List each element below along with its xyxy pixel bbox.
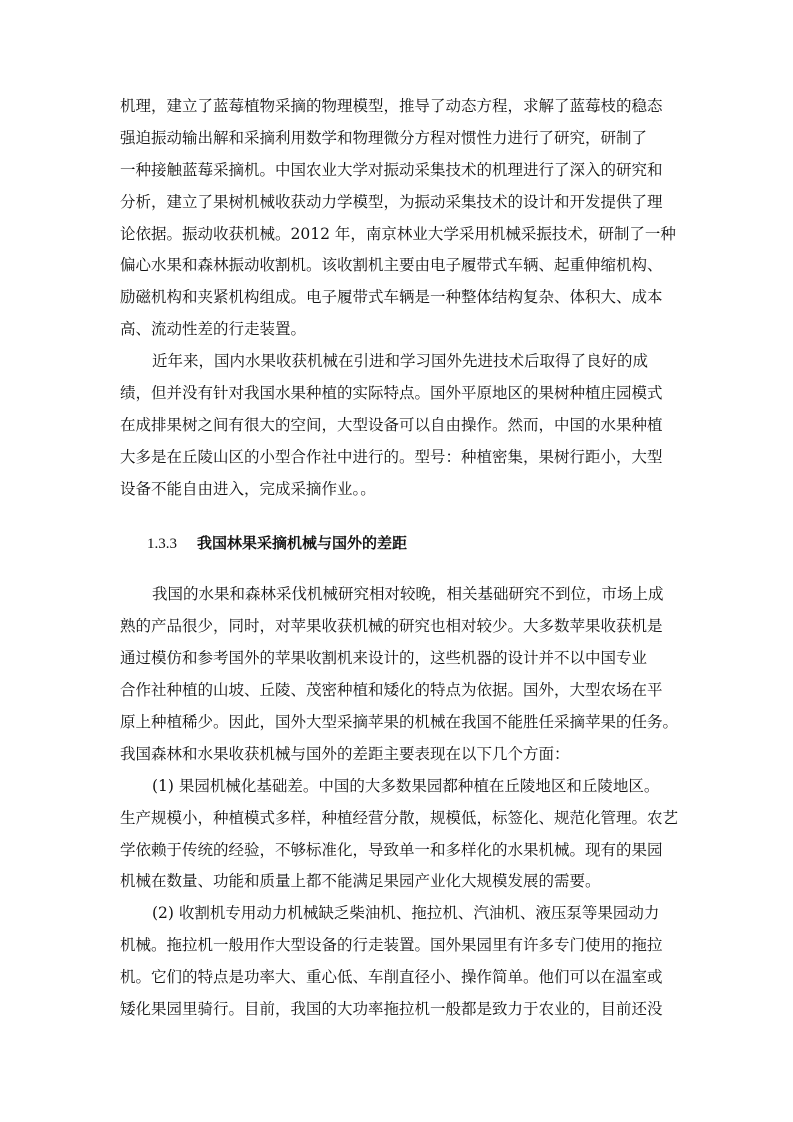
text-line: 合作社种植的山坡、丘陵、茂密种植和矮化的特点为依据。国外，大型农场在平: [120, 681, 663, 700]
paragraph-mechanism: [120, 91, 680, 346]
section-title: 我国林果采摘机械与国外的差距: [197, 533, 408, 552]
text-line: 绩，但并没有针对我国水果种植的实际特点。国外平原地区的果树种植庄园模式: [120, 384, 663, 403]
text-line: (2) 收割机专用动力机械缺乏柴油机、拖拉机、汽油机、液压泵等果园动力: [152, 904, 660, 923]
text-line: 机械。拖拉机一般用作大型设备的行走装置。国外果园里有许多专门使用的拖拉: [120, 936, 663, 955]
text-line: 通过模仿和参考国外的苹果收割机来设计的，这些机器的设计并不以中国专业: [120, 649, 648, 668]
text-line: 矮化果园里骑行。目前，我国的大功率拖拉机一般都是致力于农业的，目前还没: [120, 1000, 663, 1019]
text-line: 我国的水果和森林采伐机械研究相对较晚，相关基础研究不到位，市场上成: [152, 585, 664, 604]
text-line: 近年来，国内水果收获机械在引进和学习国外先进技术后取得了良好的成: [152, 352, 649, 371]
text-line: 偏心水果和森林振动收割机。该收割机主要由电子履带式车辆、起重伸缩机构、: [120, 256, 663, 275]
text-line: 论依据。振动收获机械。2012 年，南京林业大学采用机械采振技术，研制了一种: [120, 224, 676, 243]
paragraph-item-2: [120, 898, 680, 1026]
text-line: 机。它们的特点是功率大、重心低、车削直径小、操作简单。他们可以在温室或: [120, 968, 663, 987]
text-line: 大多是在丘陵山区的小型合作社中进行的。型号：种植密集，果树行距小，大型: [120, 447, 663, 466]
paragraph-item-1: [120, 771, 680, 899]
section-number: 1.3.3: [147, 535, 177, 552]
text-line: 机理，建立了蓝莓植物采摘的物理模型，推导了动态方程，求解了蓝莓枝的稳态: [120, 97, 663, 115]
text-line: 熟的产品很少，同时，对苹果收获机械的研究也相对较少。大多数苹果收获机是: [120, 617, 663, 636]
text-line: 设备不能自由进入，完成采摘作业。。: [120, 479, 376, 498]
text-line: 学依赖于传统的经验，不够标准化，导致单一和多样化的水果机械。现有的果园: [120, 840, 663, 859]
paragraph-gap-overview: [120, 579, 680, 770]
text-line: 一种接触蓝莓采摘机。中国农业大学对振动采集技术的机理进行了深入的研究和: [120, 160, 663, 179]
text-line: 机械在数量、功能和质量上都不能满足果园产业化大规模发展的需要。: [120, 872, 601, 891]
text-line: 励磁机构和夹紧机构组成。电子履带式车辆是一种整体结构复杂、体积大、成本: [120, 288, 663, 307]
text-line: 高、流动性差的行走装置。: [120, 320, 307, 339]
text-line: 我国森林和水果收获机械与国外的差距主要表现在以下几个方面：: [120, 744, 570, 763]
paragraph-recent-years: [120, 346, 680, 505]
text-line: (1) 果园机械化基础差。中国的大多数果园都种植在丘陵地区和丘陵地区。: [152, 776, 660, 795]
text-line: 分析，建立了果树机械收获动力学模型，为振动采集技术的设计和开发提供了理: [120, 192, 663, 211]
document-page: [120, 91, 680, 1026]
section-heading: [120, 528, 680, 560]
text-line: 生产规模小，种植模式多样，种植经营分散，规模低，标签化、规范化管理。农艺: [120, 808, 679, 827]
text-line: 强迫振动输出解和采摘利用数学和物理微分方程对惯性力进行了研究，研制了: [120, 128, 648, 147]
text-line: 原上种植稀少。因此，国外大型采摘苹果的机械在我国不能胜任采摘苹果的任务。: [120, 713, 679, 732]
text-line: 在成排果树之间有很大的空间，大型设备可以自由操作。然而，中国的水果种植: [120, 415, 663, 434]
